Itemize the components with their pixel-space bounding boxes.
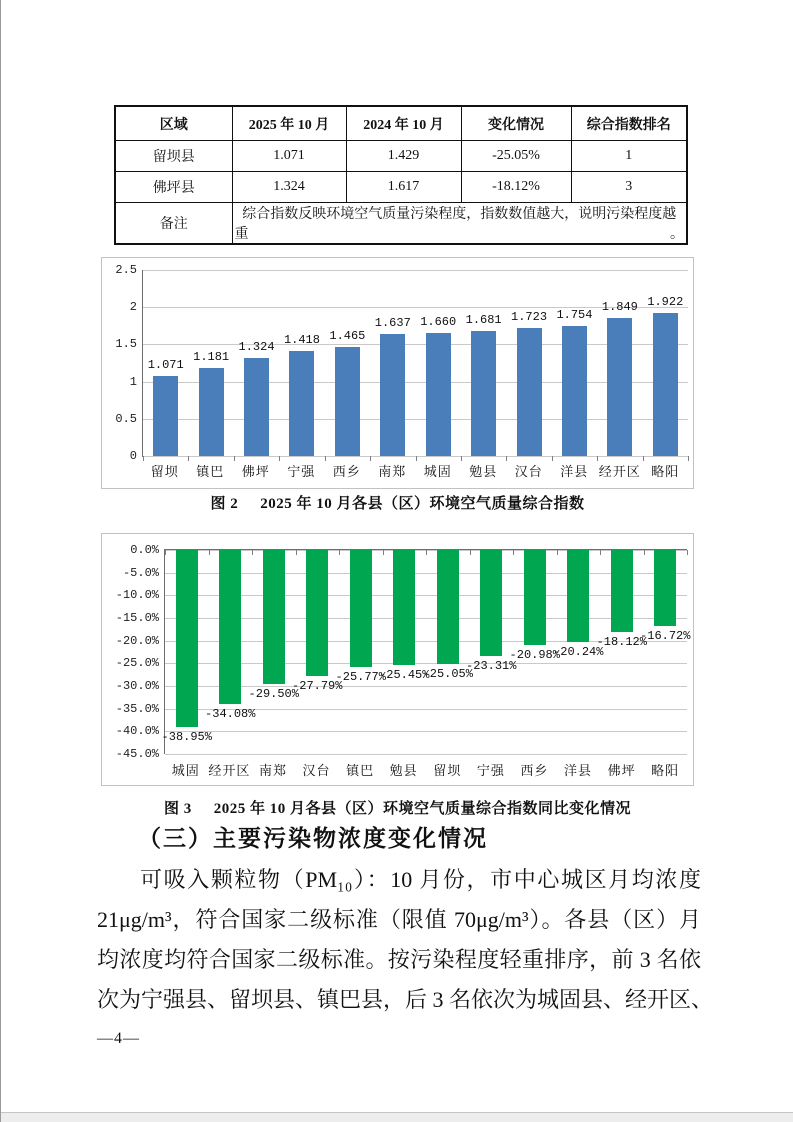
column-header: 2024 年 10 月 [346, 106, 461, 141]
paragraph-line: 次为宁强县、留坝县、镇巴县，后 3 名依次为城固县、经开区、 [97, 987, 714, 1012]
bar-value-label: 1.071 [147, 358, 184, 373]
table-cell: -18.12% [461, 172, 571, 203]
axis-tick [426, 550, 427, 555]
bar [437, 550, 459, 664]
axis-tick [165, 550, 166, 555]
bar [244, 358, 269, 457]
bar-value-label: -25.45% [379, 668, 430, 683]
table-cell: 1.324 [232, 172, 346, 203]
x-axis-category-label: 西乡 [520, 763, 549, 778]
y-axis-tick-label: -5.0% [122, 565, 159, 580]
bar [611, 550, 633, 632]
column-header: 综合指数排名 [571, 106, 687, 141]
column-header: 2025 年 10 月 [232, 106, 346, 141]
bar [263, 550, 285, 684]
table-cell: 佛坪县 [115, 172, 232, 203]
bar [350, 550, 372, 667]
bar-value-label: -27.79% [292, 678, 343, 693]
gridline [165, 731, 687, 732]
bar [380, 334, 405, 456]
y-axis-tick-label: -30.0% [115, 678, 159, 693]
y-axis-tick-label: 2 [129, 300, 137, 315]
axis-tick [252, 550, 253, 555]
y-axis-tick-label: -35.0% [115, 701, 159, 716]
axis-tick [513, 550, 514, 555]
axis-tick [687, 550, 688, 555]
y-axis-tick-label: 1.5 [115, 337, 137, 352]
bar [524, 550, 546, 645]
bar [471, 331, 496, 456]
gridline [165, 686, 687, 687]
figure2-chart [101, 257, 694, 489]
y-axis-tick-label: 1 [129, 374, 137, 389]
gridline [143, 382, 688, 383]
figure2-caption [1, 492, 793, 513]
x-axis-category-label: 略阳 [651, 763, 680, 778]
gridline [143, 419, 688, 420]
x-axis-category-label: 镇巴 [346, 763, 375, 778]
note-text-cell: 综合指数反映环境空气质量污染程度，指数数值越大，说明污染程度越重。 [232, 203, 687, 245]
y-axis-tick-label: -10.0% [115, 588, 159, 603]
bar [153, 376, 178, 456]
y-axis-tick-label: 2.5 [115, 263, 137, 277]
figure3-chart [101, 533, 694, 786]
gridline [165, 573, 687, 574]
paragraph-line: 均浓度均符合国家二级标准。按污染程度轻重排序，前 3 名依 [97, 947, 701, 972]
bar-value-label: -25.77% [335, 669, 386, 684]
bar [176, 550, 198, 727]
air-quality-index-table [114, 105, 688, 245]
x-axis-category-label: 洋县 [563, 763, 592, 778]
bar-value-label: -23.31% [466, 658, 517, 673]
table-row [115, 141, 687, 172]
figure3-label: 图 3 [163, 801, 192, 817]
x-axis-category-label: 汉台 [302, 763, 331, 778]
paragraph-line: 21μg/m³，符合国家二级标准（限值 70μg/m³）。各县（区）月 [97, 907, 701, 932]
gridline [165, 618, 687, 619]
x-axis-category-label: 南郑 [258, 763, 287, 778]
gridline [165, 663, 687, 664]
x-axis-category-label: 留坝 [433, 763, 462, 778]
gridline [165, 595, 687, 596]
bar-value-label: -25.05% [422, 666, 473, 681]
x-axis-category-label: 佛坪 [607, 763, 636, 778]
bar-value-label: -29.50% [248, 686, 299, 701]
bar [289, 351, 314, 456]
table-cell: 1.071 [232, 141, 346, 172]
y-axis-tick-label: -15.0% [115, 610, 159, 625]
table-cell: 1.429 [346, 141, 461, 172]
bar-value-label: 1.324 [238, 339, 275, 354]
x-axis-category-label: 留坝 [150, 464, 179, 479]
table-cell: 1 [571, 141, 687, 172]
bar [393, 550, 415, 665]
axis-tick [383, 550, 384, 555]
x-axis-category-label: 西乡 [332, 464, 361, 479]
bar [480, 550, 502, 656]
gridline [143, 270, 688, 271]
bar-value-label: -16.72% [640, 628, 691, 643]
table-cell: -25.05% [461, 141, 571, 172]
bar-value-label: 1.637 [374, 316, 411, 331]
x-axis-category-label: 南郑 [378, 464, 407, 479]
table-note-row [115, 203, 687, 245]
y-axis-tick-label: -25.0% [115, 656, 159, 671]
figure3-x-axis-labels [164, 760, 687, 782]
figure3-title: 2025 年 10 月各县（区）环境空气质量综合指数同比变化情况 [213, 801, 632, 817]
bar [653, 313, 678, 456]
bar [335, 347, 360, 456]
bar [219, 550, 241, 704]
table-row [115, 172, 687, 203]
bar-value-label: 1.681 [465, 312, 502, 327]
y-axis-tick-label: -45.0% [115, 747, 159, 761]
table-cell: 3 [571, 172, 687, 203]
bar-value-label: 1.418 [283, 332, 320, 347]
axis-tick [209, 550, 210, 555]
page-edge-divider [1, 1112, 793, 1122]
x-axis-category-label: 宁强 [287, 464, 316, 479]
column-header: 变化情况 [461, 106, 571, 141]
x-axis-category-label: 经开区 [598, 464, 641, 479]
bar-value-label: -18.12% [596, 635, 647, 650]
x-axis-category-label: 佛坪 [241, 464, 270, 479]
note-label-cell: 备注 [115, 203, 232, 245]
figure2-x-axis-labels [142, 461, 688, 483]
bar-value-label: 1.922 [647, 295, 684, 310]
bar-value-label: 1.849 [601, 300, 638, 315]
bar [567, 550, 589, 642]
axis-tick [644, 550, 645, 555]
bar-value-label: -20.24% [553, 644, 604, 659]
figure2-plot-area [115, 263, 688, 463]
bar [517, 328, 542, 456]
x-axis-category-label: 城固 [423, 464, 452, 479]
x-axis-category-label: 宁强 [476, 763, 505, 778]
bar [426, 333, 451, 457]
figure3-caption [1, 797, 793, 818]
axis-tick [470, 550, 471, 555]
axis-tick [557, 550, 558, 555]
bar-value-label: 1.660 [420, 314, 457, 329]
y-axis-tick-label: 0 [129, 449, 137, 463]
axis-tick [600, 550, 601, 555]
axis-tick [688, 456, 689, 461]
bar-value-label: -20.98% [509, 648, 560, 663]
x-axis-category-label: 洋县 [560, 464, 589, 479]
section-heading: （三）主要污染物浓度变化情况 [138, 826, 488, 851]
bar [607, 318, 632, 456]
table-header-row [115, 106, 687, 141]
column-header: 区域 [115, 106, 232, 141]
page-number: —4— [97, 1030, 140, 1047]
figure2-label: 图 2 [210, 496, 239, 512]
y-axis-tick-label: 0.5 [115, 411, 137, 426]
x-axis-category-label: 略阳 [651, 464, 680, 479]
table-cell: 留坝县 [115, 141, 232, 172]
bar-value-label: -34.08% [205, 707, 256, 722]
bar-value-label: 1.723 [511, 309, 548, 324]
figure3-plot-area [115, 543, 691, 761]
x-axis-category-label: 勉县 [469, 464, 498, 479]
table-cell: 1.617 [346, 172, 461, 203]
x-axis-category-label: 经开区 [208, 763, 251, 778]
bar-value-label: 1.754 [556, 307, 593, 322]
bar [199, 368, 224, 456]
y-axis-tick-label: 0.0% [130, 543, 159, 557]
axis-tick [339, 550, 340, 555]
table-body [115, 141, 687, 245]
gridline [143, 344, 688, 345]
x-axis-category-label: 汉台 [514, 464, 543, 479]
summary-table [114, 105, 688, 245]
y-axis-tick-label: -40.0% [115, 724, 159, 739]
bar [306, 550, 328, 676]
bar [562, 326, 587, 456]
y-axis-tick-label: -20.0% [115, 633, 159, 648]
paragraph-line: 可吸入颗粒物（PM₁₀）：10 月份，市中心城区月均浓度 [140, 867, 701, 892]
gridline [165, 754, 687, 755]
figure2-title: 2025 年 10 月各县（区）环境空气质量综合指数 [260, 496, 585, 512]
x-axis-category-label: 镇巴 [196, 464, 225, 479]
bar-value-label: 1.465 [329, 329, 366, 344]
x-axis-category-label: 城固 [171, 763, 200, 778]
bar-value-label: 1.181 [193, 350, 230, 365]
bar-value-label: -38.95% [161, 729, 212, 744]
axis-tick [296, 550, 297, 555]
x-axis-category-label: 勉县 [389, 763, 418, 778]
body-paragraph [97, 860, 714, 1020]
bar [654, 550, 676, 626]
